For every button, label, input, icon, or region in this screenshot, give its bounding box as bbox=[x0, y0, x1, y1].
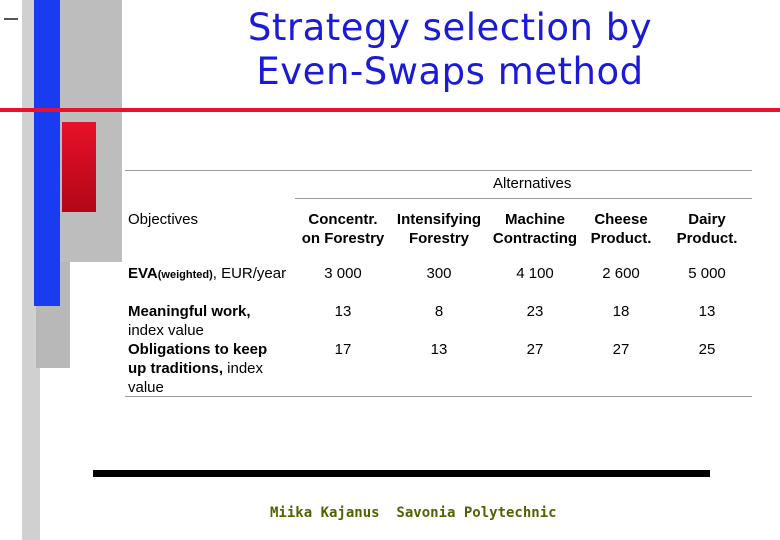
footer-divider bbox=[93, 470, 710, 477]
footer-credit: Miika Kajanus Savonia Polytechnic bbox=[270, 505, 557, 521]
table-top-rule bbox=[125, 170, 752, 171]
table-cell: 27 bbox=[526, 341, 544, 358]
column-header-concentr bbox=[293, 210, 393, 248]
row-label-line3: value bbox=[128, 379, 164, 396]
table-cell: 2 600 bbox=[602, 265, 640, 282]
column-header-machine bbox=[485, 210, 585, 248]
alternatives-rule bbox=[295, 198, 752, 199]
table-cell: 4 100 bbox=[516, 265, 554, 282]
row-label-eva-unit: , EUR/year bbox=[212, 265, 287, 282]
column-header-line1: Dairy bbox=[688, 211, 726, 228]
column-header-dairy bbox=[657, 210, 757, 248]
column-header-cheese bbox=[571, 210, 671, 248]
row-label-obligations bbox=[128, 340, 267, 397]
table-cell: 13 bbox=[430, 341, 448, 358]
decor-red-block bbox=[62, 122, 96, 212]
slide-title bbox=[200, 6, 700, 94]
column-header-line2: Contracting bbox=[492, 230, 578, 247]
table-cell: 8 bbox=[434, 303, 444, 320]
row-label-line2-tail: index bbox=[223, 360, 264, 377]
decor-blue-bar bbox=[34, 0, 60, 306]
column-header-line2: Forestry bbox=[408, 230, 470, 247]
column-header-line1: Concentr. bbox=[308, 211, 378, 228]
table-bottom-rule bbox=[125, 396, 752, 397]
column-header-line1: Intensifying bbox=[396, 211, 482, 228]
column-header-line1: Machine bbox=[504, 211, 565, 228]
row-label-line2: index value bbox=[128, 322, 204, 339]
slide-title-line2: Even-Swaps method bbox=[256, 50, 644, 93]
row-label-eva-sub: (weighted) bbox=[157, 269, 213, 281]
column-header-line2: on Forestry bbox=[301, 230, 385, 247]
table-cell: 17 bbox=[334, 341, 352, 358]
table-cell: 23 bbox=[526, 303, 544, 320]
row-label-eva bbox=[128, 264, 286, 285]
column-header-intensifying bbox=[389, 210, 489, 248]
row-label-line1: Obligations to keep bbox=[128, 341, 268, 358]
table-cell: 13 bbox=[334, 303, 352, 320]
table-cell: 5 000 bbox=[688, 265, 726, 282]
row-label-eva-main: EVA bbox=[128, 265, 158, 282]
slide-title-line1: Strategy selection by bbox=[247, 6, 653, 49]
table-cell: 27 bbox=[612, 341, 630, 358]
alternatives-header: Alternatives bbox=[493, 175, 572, 192]
table-cell: 300 bbox=[426, 265, 452, 282]
row-label-meaningful-work bbox=[128, 302, 251, 340]
row-label-line2-bold: up traditions, bbox=[128, 360, 223, 377]
table-cell: 13 bbox=[698, 303, 716, 320]
decor-tick-mark bbox=[4, 18, 18, 20]
table-cell: 18 bbox=[612, 303, 630, 320]
objectives-header: Objectives bbox=[128, 211, 199, 228]
row-label-line1: Meaningful work, bbox=[128, 303, 251, 320]
table-cell: 3 000 bbox=[324, 265, 362, 282]
decor-red-line bbox=[0, 108, 780, 112]
column-header-line2: Product. bbox=[590, 230, 652, 247]
table-cell: 25 bbox=[698, 341, 716, 358]
column-header-line1: Cheese bbox=[594, 211, 648, 228]
column-header-line2: Product. bbox=[676, 230, 738, 247]
